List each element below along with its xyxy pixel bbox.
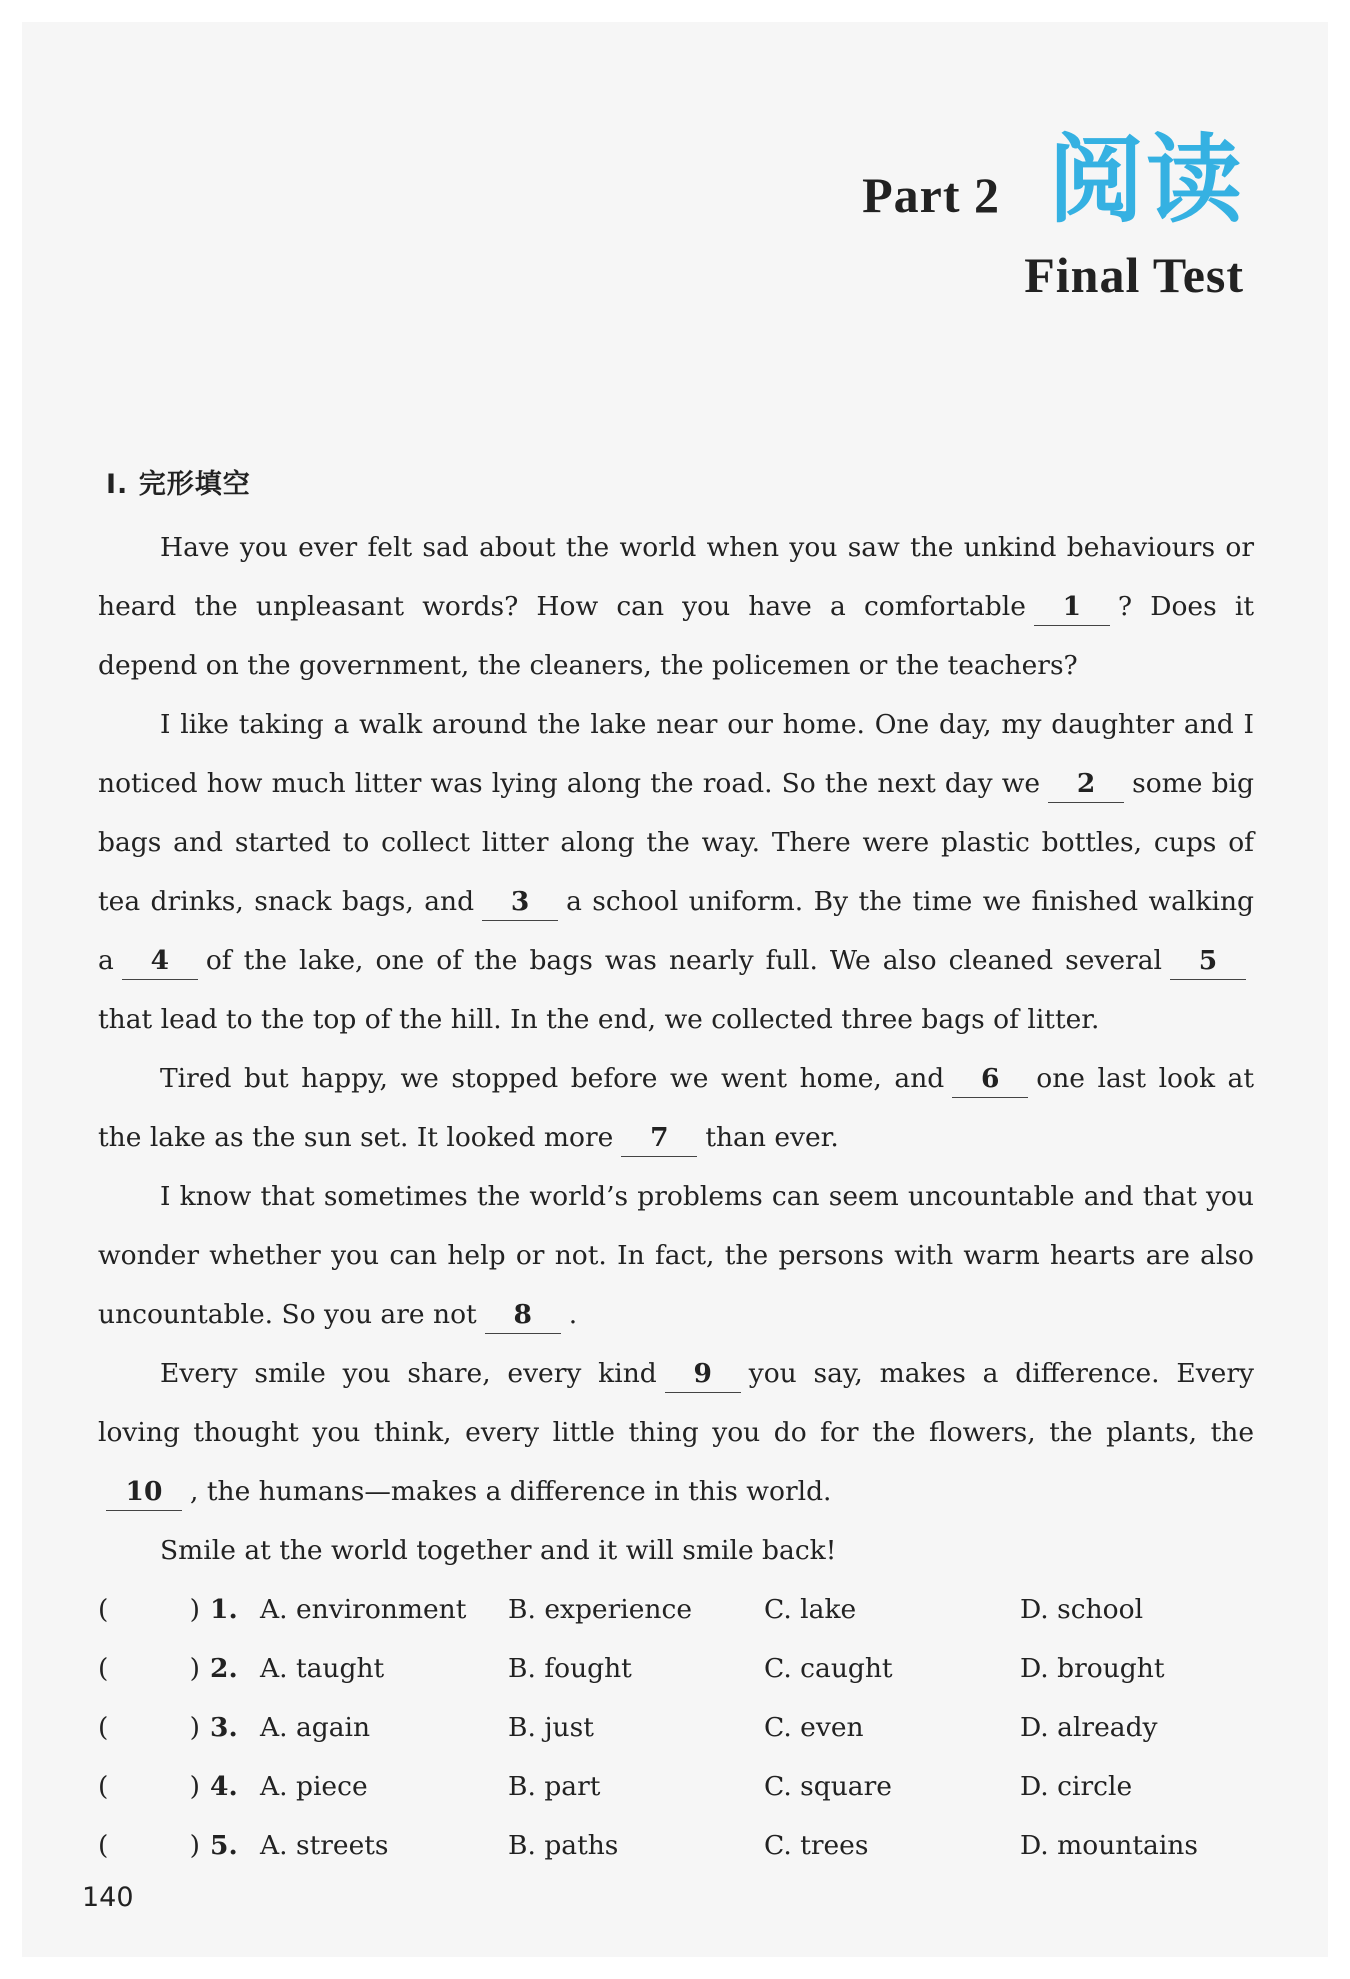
blank-8: 8: [485, 1297, 561, 1334]
passage-text: , the humans—makes a difference in this world.: [190, 1476, 832, 1507]
paragraph: [98, 518, 1254, 695]
option-b: B. just: [508, 1712, 594, 1743]
blank-4: 4: [122, 943, 198, 980]
passage-text: a school uniform. By the time we finished walking a: [98, 886, 1254, 976]
passage-text: ? Does it depend on the government, the cleaners, the policemen or the teachers?: [98, 591, 1254, 681]
blank-10: 10: [106, 1474, 182, 1511]
option-d: D. circle: [1020, 1771, 1133, 1802]
option-d: D. school: [1020, 1594, 1144, 1625]
option-a: A. again: [260, 1712, 371, 1743]
part-label: Part 2: [862, 167, 1000, 223]
paragraph: [98, 1344, 1254, 1521]
passage-text: that lead to the top of the hill. In the end, we collected three bags of litter.: [98, 1004, 1100, 1035]
passage-text: some big bags and started to collect litter along the way. There were plastic bottles, cups of tea drinks, snack bags, and: [98, 768, 1255, 917]
option-c: C. square: [764, 1771, 892, 1802]
answer-bracket[interactable]: ( ): [98, 1771, 200, 1802]
answer-bracket[interactable]: ( ): [98, 1653, 200, 1684]
page: [22, 22, 1328, 1957]
passage: [98, 518, 1254, 1580]
paragraph: [98, 1049, 1254, 1167]
page-number: 140: [82, 1882, 134, 1913]
passage-text: I know that sometimes the world’s problems can seem uncountable and that you wonder whether you can help or not. In fact, the persons with warm hearts are also uncountable. So you are not: [98, 1181, 1254, 1330]
blank-9: 9: [665, 1356, 741, 1393]
passage-text: Every smile you share, every kind: [160, 1358, 657, 1389]
passage-text: .: [568, 1299, 578, 1330]
passage-text: Tired but happy, we stopped before we went home, and: [160, 1063, 945, 1094]
question-row: [98, 1639, 1278, 1698]
question-row: [98, 1757, 1278, 1816]
blank-6: 6: [952, 1061, 1028, 1098]
option-b: B. fought: [508, 1653, 632, 1684]
option-a: A. piece: [260, 1771, 368, 1802]
answer-bracket[interactable]: ( ): [98, 1594, 200, 1625]
question-number: 2.: [210, 1653, 238, 1684]
passage-text: Have you ever felt sad about the world when you saw the unkind behaviours or heard the unpleasant words? How can you have a comfortable: [98, 532, 1254, 622]
blank-1: 1: [1034, 589, 1110, 626]
option-a: A. streets: [260, 1830, 389, 1861]
paragraph: [98, 1521, 1254, 1580]
passage-text: of the lake, one of the bags was nearly full. We also cleaned several: [205, 945, 1162, 976]
paragraph: [98, 1167, 1254, 1344]
passage-text: one last look at the lake as the sun set. It looked more: [98, 1063, 1255, 1153]
blank-7: 7: [621, 1120, 697, 1157]
blank-2: 2: [1048, 766, 1124, 803]
option-c: C. lake: [764, 1594, 857, 1625]
header: [862, 124, 1244, 304]
question-row: [98, 1580, 1278, 1639]
passage-text: you say, makes a difference. Every loving thought you think, every little thing you do for the flowers, the plants, the: [98, 1358, 1255, 1448]
part-line: [862, 124, 1244, 236]
option-a: A. environment: [260, 1594, 467, 1625]
section-heading: Ⅰ. 完形填空: [106, 469, 251, 500]
option-c: C. caught: [764, 1653, 893, 1684]
blank-3: 3: [482, 884, 558, 921]
option-d: D. already: [1020, 1712, 1158, 1743]
paragraph: [98, 695, 1254, 1049]
subtitle: Final Test: [1024, 247, 1244, 303]
passage-text: than ever.: [705, 1122, 839, 1153]
option-a: A. taught: [260, 1653, 385, 1684]
option-b: B. paths: [508, 1830, 619, 1861]
answer-bracket[interactable]: ( ): [98, 1712, 200, 1743]
question-row: [98, 1816, 1278, 1875]
blank-5: 5: [1170, 943, 1246, 980]
option-c: C. even: [764, 1712, 864, 1743]
question-number: 5.: [210, 1830, 238, 1861]
question-number: 3.: [210, 1712, 238, 1743]
question-row: [98, 1698, 1278, 1757]
passage-text: Smile at the world together and it will smile back!: [160, 1535, 837, 1566]
question-options: [98, 1580, 1278, 1875]
option-b: B. experience: [508, 1594, 693, 1625]
passage-text: I like taking a walk around the lake near our home. One day, my daughter and I noticed how much litter was lying along the road. So the next day we: [98, 709, 1254, 799]
part-title: 阅读: [1048, 124, 1244, 236]
option-d: D. brought: [1020, 1653, 1165, 1684]
answer-bracket[interactable]: ( ): [98, 1830, 200, 1861]
option-b: B. part: [508, 1771, 601, 1802]
question-number: 1.: [210, 1594, 238, 1625]
option-d: D. mountains: [1020, 1830, 1198, 1861]
question-number: 4.: [210, 1771, 238, 1802]
option-c: C. trees: [764, 1830, 869, 1861]
